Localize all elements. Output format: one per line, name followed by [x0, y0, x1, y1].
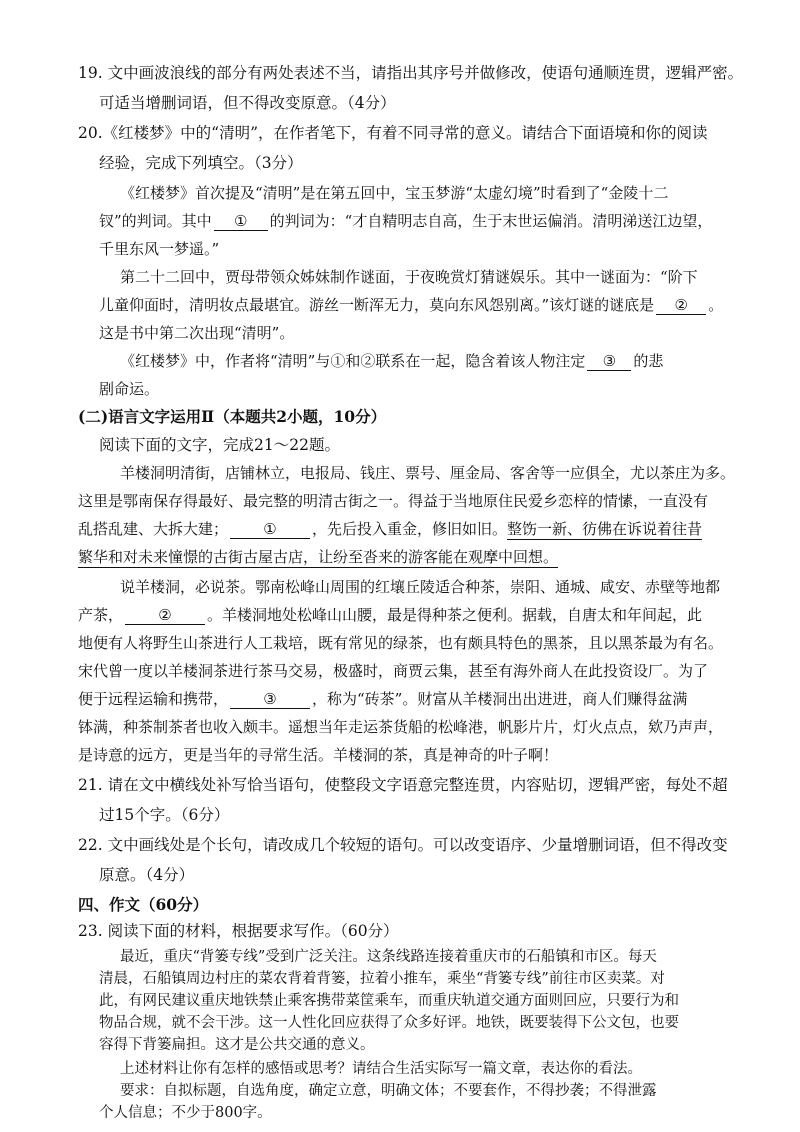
passage-p1-line4 [78, 546, 558, 568]
q21-line2: 过15个字。（6分） [99, 806, 230, 824]
material-line1: 最近，重庆“背篓专线”受到广泛关注。这条线路连接着重庆市的石船镇和市区。每天 [120, 949, 657, 965]
q20-p1-line1: 《红楼梦》首次提及“清明”是在第五回中，宝玉梦游“太虚幻境”时看到了“金陵十二 [120, 184, 669, 202]
fill-blank-1: ① [230, 520, 310, 539]
q20-p2-line2: 儿童仰面时，清明妆点最堪宜。游丝一断浑无力，莫向东风怨别离。”该灯谜的谜底是 ② 。 [99, 296, 724, 314]
answer-blank-3: ③ [587, 352, 631, 371]
underlined-long-sentence-part1: 整饬一新、彷佛在诉说着往昔 [507, 520, 703, 538]
passage-p1-line3: 乱搭乱建、大拆大建； ① ，先后投入重金，修旧如旧。整饬一新、彷佛在诉说着往昔 [78, 520, 703, 538]
passage-p2-line3: 地便有人将野生山茶进行人工栽培，既有常见的绿茶，也有颇具特色的黑茶，且以黑茶最为有名。 [78, 634, 724, 652]
passage-p2-line2: 产茶， ② 。羊楼洞地处松峰山山腰，最是得种茶之便利。据载，自唐太和年间起，此 [78, 606, 703, 624]
q20-p2-line1: 第二十二回中，贾母带领众姊妹制作谜面，于夜晚赏灯猜谜娱乐。其中一谜面为：“阶下 [120, 268, 698, 286]
essay-requirements-line2: 个人信息；不少于800字。 [99, 1105, 272, 1121]
underlined-long-sentence-part2: 繁华和对未来憧憬的古街古屋古店，让纷至沓来的游客能在观摩中回想。 [78, 548, 559, 566]
q19-line2: 可适当增删词语，但不得改变原意。（4分） [99, 94, 396, 112]
q20-p2-line3: 这是书中第二次出现“清明”。 [99, 324, 295, 342]
fill-blank-3: ③ [230, 690, 310, 709]
passage-p2-line6: 钵满，种茶制茶者也收入颇丰。遥想当年走运茶货船的松峰港，帆影片片，灯火点点，欸乃声声， [78, 718, 724, 736]
essay-prompt: 上述材料让你有怎样的感悟或思考？请结合生活实际写一篇文章，表达你的看法。 [120, 1061, 642, 1077]
q19-line1: 19. 文中画波浪线的部分有两处表述不当，请指出其序号并做修改，使语句通顺连贯，逻辑严密。 [78, 64, 744, 82]
passage-p2-line5: 便于远程运输和携带， ③ ，称为“砖茶”。财富从羊楼洞出出进进，商人们赚得盆满 [78, 690, 688, 708]
passage-p2-line4: 宋代曾一度以羊楼洞茶进行茶马交易，极盛时，商贾云集，甚至有海外商人在此投资设厂。为了 [78, 662, 709, 680]
q22-line1: 22. 文中画线处是个长句，请改成几个较短的语句。可以改变语序、少量增删词语，但不得改变 [78, 836, 728, 854]
material-line4: 物品合规，就不会干涉。这一人性化回应获得了众多好评。地铁，既要装得下公文包，也要 [99, 1015, 679, 1031]
passage-p2-line7: 是诗意的远方，更是当年的寻常生活。羊楼洞的茶，真是神奇的叶子啊！ [78, 746, 559, 764]
q20-p3-line1: 《红楼梦》中，作者将“清明”与①和②联系在一起，隐含着该人物注定 ③ 的悲 [120, 352, 664, 370]
q21-line1: 21. 请在文中横线处补写恰当语句，使整段文字语意完整连贯，内容贴切，逻辑严密，每处不超 [78, 776, 728, 794]
q20-p1-line3: 千里东风一梦遥。” [99, 240, 220, 258]
passage-p2-line1: 说羊楼洞，必说茶。鄂南松峰山周围的红壤丘陵适合种茶，崇阳、通城、咸安、赤壁等地都 [120, 578, 721, 596]
material-line5: 容得下背篓扁担。这才是公共交通的意义。 [99, 1037, 375, 1053]
reading-instruction: 阅读下面的文字，完成21～22题。 [99, 436, 340, 454]
section-heading: (二)语言文字运用Ⅱ（本题共2小题，10分） [78, 407, 387, 426]
passage-p1-line1: 羊楼洞明清街，店铺林立，电报局、钱庄、票号、厘金局、客舍等一应俱全，尤以茶庄为多。 [120, 464, 736, 482]
q23-line1: 23. 阅读下面的材料，根据要求写作。（60分） [78, 922, 399, 940]
answer-blank-2: ② [656, 296, 706, 315]
fill-blank-2: ② [125, 606, 205, 625]
essay-section-heading: 四、作文（60分） [78, 895, 209, 914]
q20-line2: 经验，完成下列填空。（3分） [99, 154, 303, 172]
essay-requirements-line1: 要求：自拟标题，自选角度，确定立意，明确文体；不要套作，不得抄袭；不得泄露 [120, 1083, 657, 1099]
q20-p3-line2: 剧命运。 [99, 380, 160, 398]
passage-p1-line2: 这里是鄂南保存得最好、最完整的明清古街之一。得益于当地原住民爱乡恋梓的情愫，一直没有 [78, 492, 709, 510]
material-line2: 清晨，石船镇周边村庄的菜农背着背篓，拉着小推车，乘坐“背篓专线”前往市区卖菜。对 [99, 971, 665, 987]
material-line3: 此，有网民建议重庆地铁禁止乘客携带菜筐乘车，而重庆轨道交通方面则回应，只要行为和 [99, 993, 679, 1009]
q22-line2: 原意。（4分） [99, 866, 195, 884]
q20-p1-line2: 钗”的判词。其中 ① 的判词为：“才自精明志自高，生于末世运偏消。清明涕送江边望， [99, 212, 713, 230]
answer-blank-1: ① [214, 212, 268, 231]
q20-line1: 20.《红楼梦》中的“清明”，在作者笔下，有着不同寻常的意义。请结合下面语境和你的阅读 [78, 124, 708, 142]
